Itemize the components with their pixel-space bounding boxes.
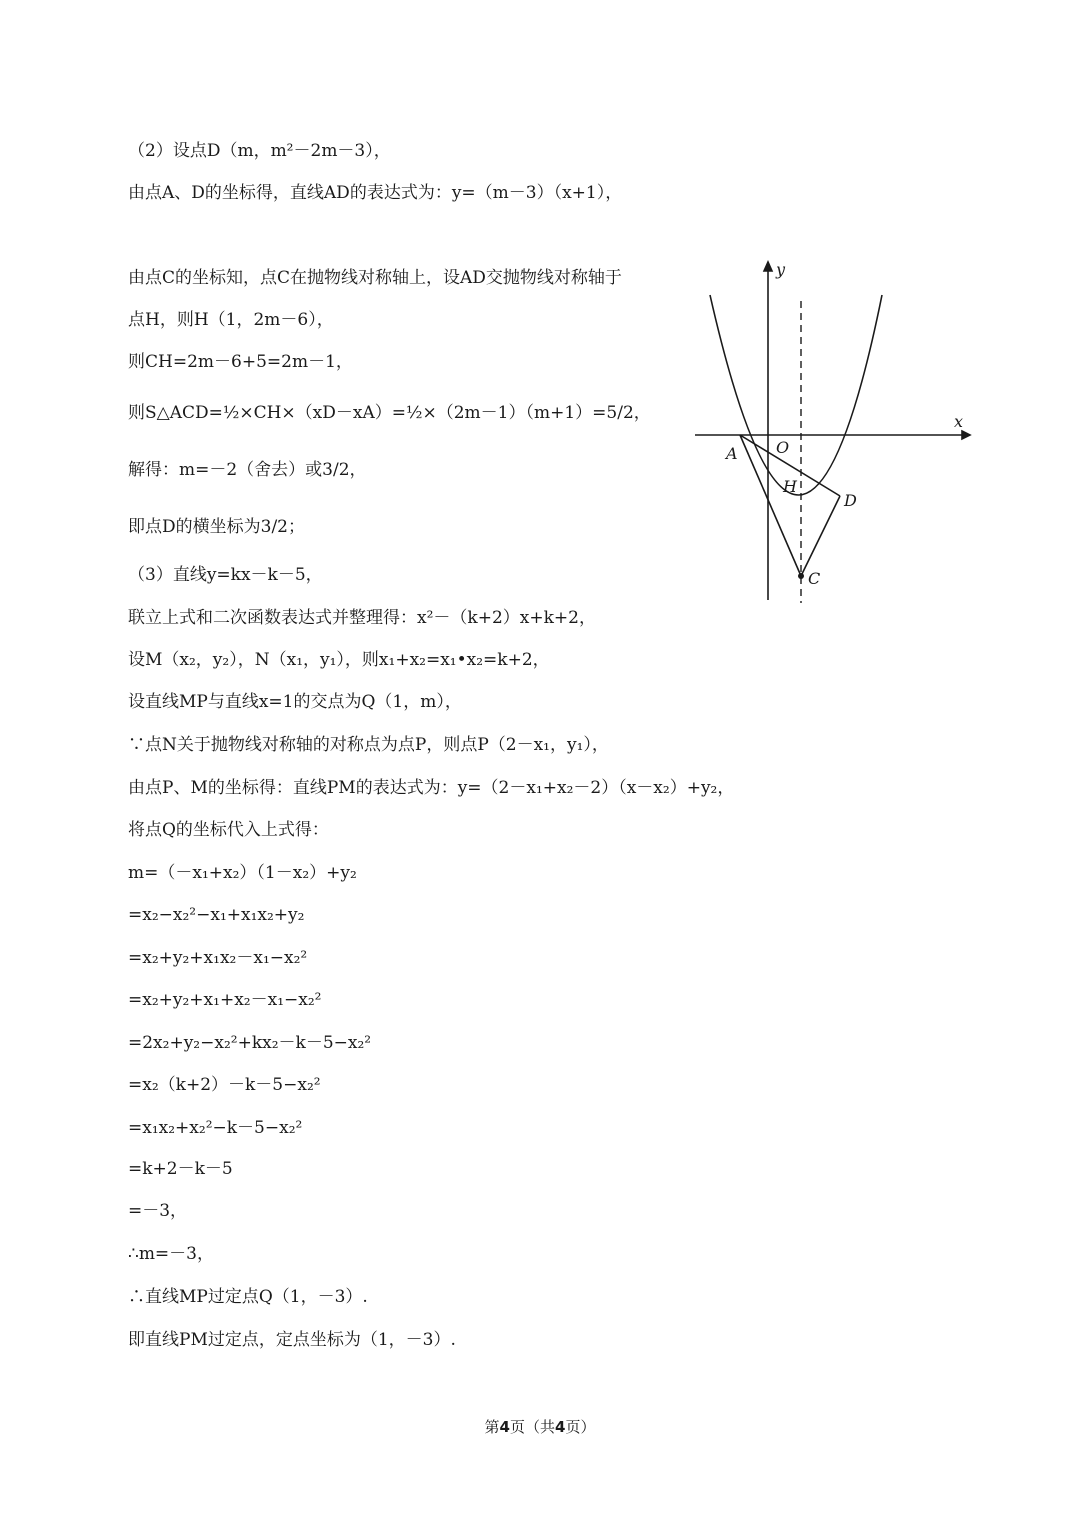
- label-A: A: [726, 444, 738, 463]
- text-line: 即点D的横坐标为3/2；: [128, 517, 305, 537]
- text-line: 由点P、M的坐标得：直线PM的表达式为：y=（2－x₁+x₂－2）（x－x₂）+y₂，: [128, 778, 735, 798]
- text-line: 解得：m=－2（舍去）或3/2，: [128, 460, 367, 480]
- text-line: 即直线PM过定点，定点坐标为（1，－3）.: [128, 1330, 456, 1350]
- text-line: =－3，: [128, 1201, 188, 1221]
- point-C: [798, 573, 804, 579]
- text-line: =2x₂+y₂−x₂²+kx₂－k－5−x₂²: [128, 1033, 372, 1053]
- text-line: ∵点N关于抛物线对称轴的对称点为点P，则点P（2－x₁，y₁），: [128, 735, 609, 755]
- text-line: 联立上式和二次函数表达式并整理得：x²－（k+2）x+k+2，: [128, 608, 596, 628]
- footer-total: 4: [555, 1418, 566, 1436]
- text-line: （2）设点D（m，m²－2m－3），: [128, 141, 391, 161]
- label-H: H: [783, 477, 797, 496]
- text-line: 则S△ACD=½×CH×（xD－xA）=½×（2m－1）（m+1）=5/2，: [128, 403, 651, 423]
- text-line: =x₂（k+2）－k－5−x₂²: [128, 1075, 321, 1095]
- text-line: 则CH=2m－6+5=2m－1，: [128, 352, 353, 372]
- text-line: =k+2－k－5: [128, 1159, 233, 1179]
- parabola-curve: [710, 295, 882, 495]
- text-line: 设M（x₂，y₂），N（x₁，y₁），则x₁+x₂=x₁•x₂=k+2，: [128, 650, 550, 670]
- label-D: D: [844, 491, 857, 510]
- text-line: ∴m=－3，: [128, 1244, 214, 1264]
- label-y: y: [776, 260, 786, 279]
- segment-DC: [801, 496, 840, 576]
- text-line: ∴直线MP过定点Q（1，－3）.: [128, 1287, 368, 1307]
- segment-AC: [740, 435, 801, 576]
- label-C: C: [808, 569, 821, 588]
- label-O: O: [776, 438, 790, 457]
- x-axis-arrow: [962, 431, 970, 439]
- footer-page: 4: [499, 1418, 510, 1436]
- text-line: 由点A、D的坐标得，直线AD的表达式为：y=（m－3）（x+1），: [128, 183, 623, 203]
- text-line: 设直线MP与直线x=1的交点为Q（1，m），: [128, 692, 462, 712]
- footer-prefix: 第: [484, 1418, 500, 1436]
- footer-suffix: 页）: [565, 1418, 596, 1436]
- footer-mid: 页（共: [509, 1418, 555, 1436]
- text-line: =x₂+y₂+x₁x₂－x₁−x₂²: [128, 948, 308, 968]
- text-line: m=（－x₁+x₂）（1－x₂）+y₂: [128, 863, 357, 883]
- text-line: 点H，则H（1，2m－6），: [128, 310, 334, 330]
- text-line: =x₂+y₂+x₁+x₂－x₁−x₂²: [128, 990, 322, 1010]
- text-line: 将点Q的坐标代入上式得：: [128, 820, 329, 840]
- y-axis-arrow: [764, 262, 772, 271]
- text-line: =x₁x₂+x₂²−k－5−x₂²: [128, 1118, 303, 1138]
- text-line: =x₂−x₂²−x₁+x₁x₂+y₂: [128, 905, 305, 925]
- text-line: 由点C的坐标知，点C在抛物线对称轴上，设AD交抛物线对称轴于: [128, 268, 622, 288]
- page-footer: [0, 1416, 1080, 1438]
- label-x: x: [954, 412, 964, 431]
- parabola-figure: [690, 255, 980, 610]
- text-line: （3）直线y=kx－k－5，: [128, 565, 323, 585]
